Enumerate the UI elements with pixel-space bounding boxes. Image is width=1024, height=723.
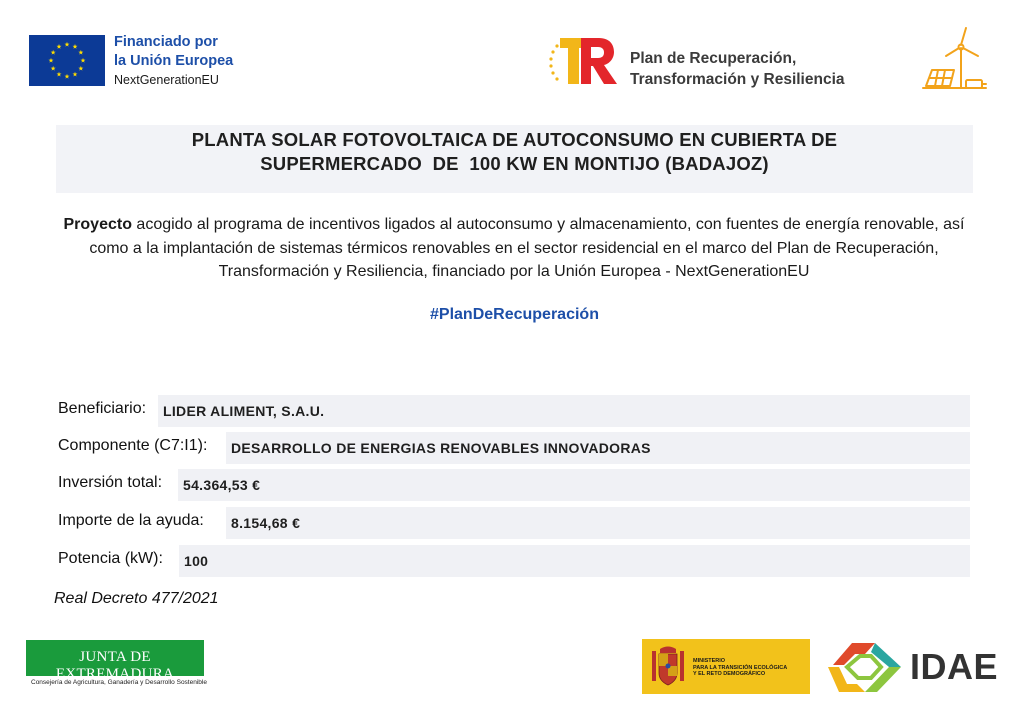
info-row-inversion — [58, 469, 974, 501]
info-value: 54.364,53 € — [183, 477, 261, 493]
prtr-line-1: Plan de Recuperación, — [630, 50, 797, 67]
description-text: acogido al programa de incentivos ligados al autoconsumo y almacenamiento, con fuentes de energía renovable, así como a la implantación de sistemas térmicos renovables en el sector residencial en el marco del Plan de Recuperación, Transformación y Resiliencia, financiado por la Unión Europea - NextGenerationEU — [89, 216, 965, 280]
description-lead: Proyecto — [63, 216, 132, 233]
ministerio-text — [693, 658, 808, 678]
info-value-box — [226, 432, 970, 464]
eu-line-1: Financiado por — [114, 34, 218, 50]
info-value: 8.154,68 € — [231, 515, 301, 531]
info-label: Importe de la ayuda: — [58, 512, 204, 529]
eu-star-icon — [78, 66, 83, 71]
info-label: Beneficiario: — [58, 400, 147, 417]
eu-star-icon — [49, 58, 54, 63]
eu-star-icon — [78, 50, 83, 55]
eu-funding-text — [114, 33, 264, 89]
ministerio-line-3: Y EL RETO DEMOGRÁFICO — [693, 671, 766, 677]
info-value: LIDER ALIMENT, S.A.U. — [163, 403, 325, 419]
eu-star-icon — [57, 44, 62, 49]
eu-star-icon — [65, 74, 70, 79]
ministerio-line-1: MINISTERIO — [693, 658, 726, 664]
info-value-box — [178, 469, 970, 501]
eu-star-icon — [51, 66, 56, 71]
info-value-box — [179, 545, 970, 577]
info-row-componente — [58, 432, 974, 464]
info-label: Inversión total: — [58, 474, 163, 491]
info-row-potencia — [58, 545, 974, 577]
info-label: Componente (C7:I1): — [58, 437, 208, 454]
eu-star-icon — [65, 42, 70, 47]
eu-star-icon — [73, 44, 78, 49]
junta-subtitle: Consejería de Agricultura, Ganadería y Desarrollo Sostenible — [31, 679, 207, 686]
junta-name: JUNTA DE EXTREMADURA — [55, 649, 175, 682]
title-line-1: PLANTA SOLAR FOTOVOLTAICA DE AUTOCONSUMO EN CUBIERTA DE — [191, 129, 838, 150]
solar-wind-icon — [920, 26, 990, 94]
ministerio-line-2: PARA LA TRANSICIÓN ECOLÓGICA — [693, 664, 788, 671]
project-title — [56, 128, 973, 176]
coat-of-arms-icon — [650, 645, 686, 688]
eu-flag-icon — [29, 35, 105, 86]
prtr-logo-icon — [547, 34, 619, 86]
decreto: Real Decreto 477/2021 — [54, 590, 219, 607]
prtr-title — [630, 48, 920, 90]
info-label: Potencia (kW): — [58, 550, 163, 567]
junta-extremadura-logo — [26, 640, 204, 682]
idae-name: IDAE — [910, 646, 999, 687]
eu-star-icon — [81, 58, 86, 63]
info-value-box — [226, 507, 970, 539]
eu-star-icon — [51, 50, 56, 55]
info-value: DESARROLLO DE ENERGIAS RENOVABLES INNOVADORAS — [231, 440, 651, 456]
info-value-box — [158, 395, 970, 427]
eu-star-icon — [57, 72, 62, 77]
project-description — [50, 213, 978, 284]
eu-line-2: la Unión Europea — [114, 53, 234, 69]
title-line-2: SUPERMERCADO DE 100 KW EN MONTIJO (BADAJOZ) — [260, 153, 769, 174]
eu-star-icon — [73, 72, 78, 77]
prtr-line-2: Transformación y Resiliencia — [630, 71, 845, 88]
info-row-ayuda — [58, 507, 974, 539]
info-value: 100 — [184, 553, 209, 569]
hashtag: #PlanDeRecuperación — [430, 306, 599, 323]
info-row-beneficiario — [58, 395, 974, 427]
eu-line-3: NextGenerationEU — [114, 73, 219, 87]
eu-funding-logo — [29, 33, 259, 91]
idae-logo-icon — [825, 640, 905, 695]
ministerio-logo — [642, 639, 810, 694]
